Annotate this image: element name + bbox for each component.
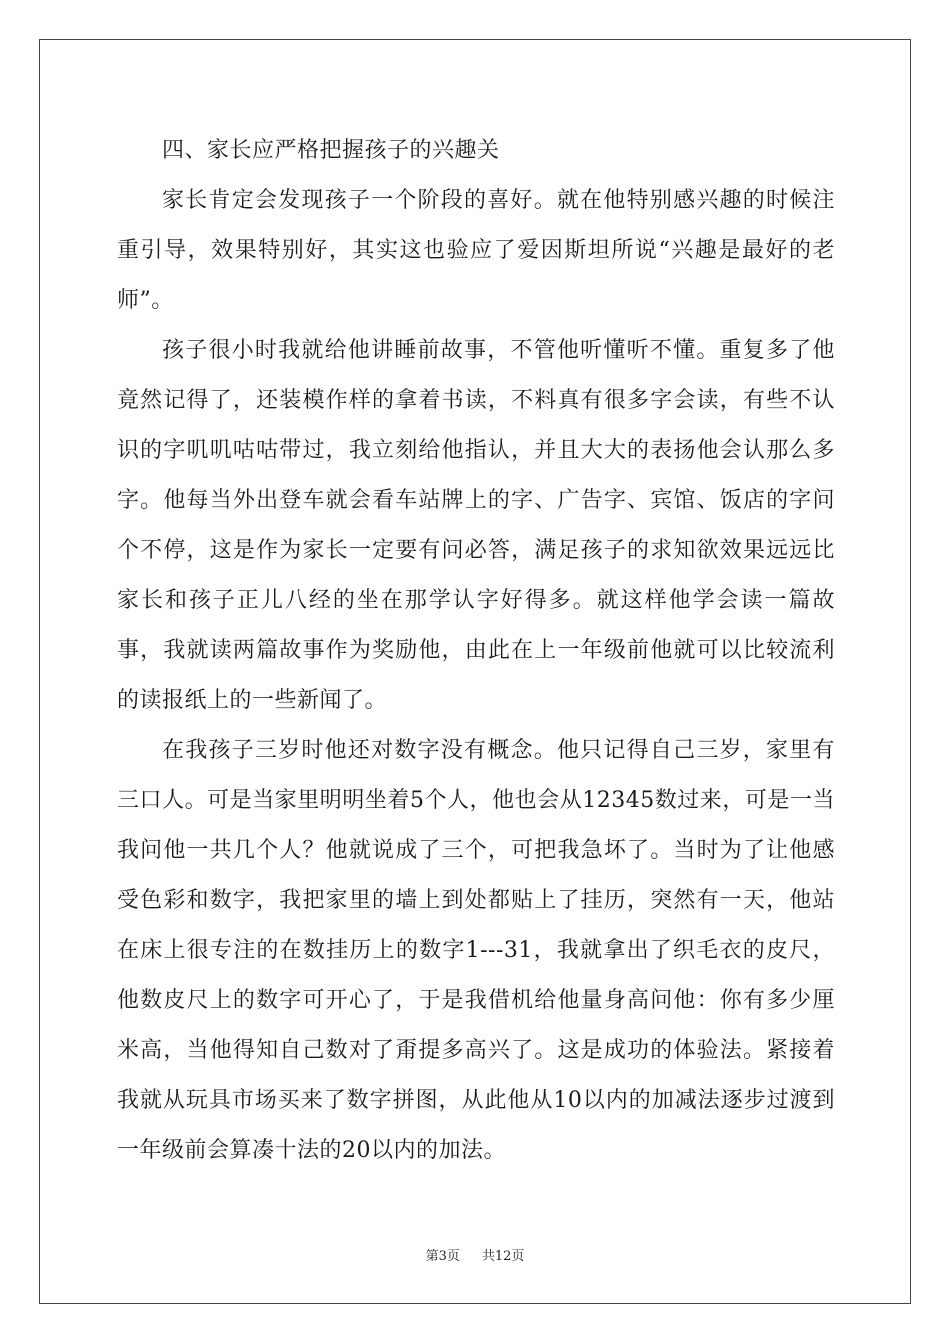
paragraph-3: 在我孩子三岁时他还对数字没有概念。他只记得自己三岁，家里有三口人。可是当家里明明坐着5个人，他也会从12345数过来，可是一当我问他一共几个人？他就说成了三个，可把我急坏了。当时为了让他感受色彩和数字，我把家里的墙上到处都贴上了挂历，突然有一天，他站在床上很专注的在数挂历上的数字1---31，我就拿出了织毛衣的皮尺，他数皮尺上的数字可开心了，于是我借机给他量身高问他：你有多少厘米高，当他得知自己数对了甭提多高兴了。这是成功的体验法。紧接着我就从玩具市场买来了数字拼图，从此他从10以内的加减法逐步过渡到一年级前会算凑十法的20以内的加法。 <box>117 738 835 1163</box>
section-heading: 四、家长应严格把握孩子的兴趣关 <box>162 138 500 163</box>
page-number: 第3页 <box>425 1249 460 1264</box>
paragraph-2: 孩子很小时我就给他讲睡前故事，不管他听懂听不懂。重复多了他竟然记得了，还装模作样的拿着书读，不料真有很多字会读，有些不认识的字叽叽咕咕带过，我立刻给他指认，并且大大的表扬他会认那么多字。他每当外出登车就会看车站牌上的字、广告字、宾馆、饭店的字问个不停，这是作为家长一定要有问必答，满足孩子的求知欲效果远远比家长和孩子正儿八经的坐在那学认字好得多。就这样他学会读一篇故事，我就读两篇故事作为奖励他，由此在上一年级前他就可以比较流利的读报纸上的一些新闻了。 <box>117 338 835 713</box>
page-total: 共12页 <box>481 1249 525 1264</box>
document-body <box>117 126 835 1176</box>
page-footer <box>0 1245 950 1264</box>
paragraph-1: 家长肯定会发现孩子一个阶段的喜好。就在他特别感兴趣的时候注重引导，效果特别好，其实这也验应了爱因斯坦所说“兴趣是最好的老师”。 <box>117 188 835 313</box>
